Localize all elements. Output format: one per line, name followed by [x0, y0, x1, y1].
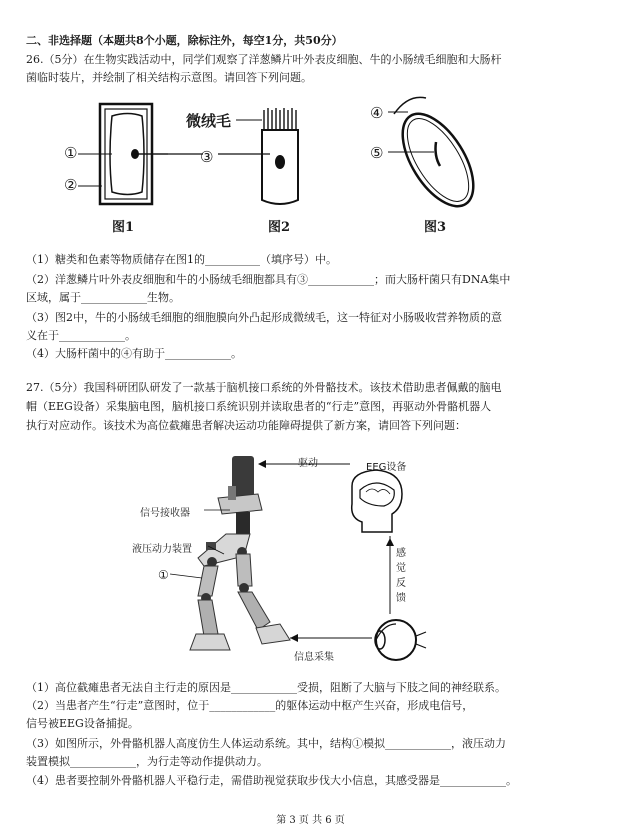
label-structure-1: ① [158, 568, 169, 582]
fig1-marker-1: ① [64, 144, 78, 162]
fig1-marker-2: ② [64, 176, 78, 194]
q26-sub4: （4）大肠杆菌中的④有助于____________。 [26, 347, 242, 360]
q27-stem-line1: 27.（5分）我国科研团队研发了一款基于脑机接口系统的外骨骼技术。该技术借助患者佩戴的脑电 [26, 381, 502, 394]
q27-sub2-line1: （2）当患者产生“行走”意图时，位于____________的躯体运动中枢产生兴奋，形成电信号， [26, 699, 474, 712]
q27-sub3-line2: 装置模拟____________，为行走等动作提供动力。 [26, 755, 268, 768]
fig2-villus-cell-diagram [236, 104, 306, 212]
label-sensory-feedback: 感觉反馈 [396, 548, 406, 604]
fig3-marker-4: ④ [370, 104, 384, 122]
q27-stem-line3: 执行对应动作。该技术为高位截瘫患者解决运动功能障碍提供了新方案，请回答下列问题： [26, 419, 466, 432]
fig2-caption: 图2 [268, 220, 291, 235]
fig3-marker-5: ⑤ [370, 144, 384, 162]
exoskeleton-diagram [140, 446, 430, 671]
fig-marker-3: ③ [200, 148, 214, 166]
fig1-caption: 图1 [112, 220, 135, 235]
q27-sub3-line1: （3）如图所示，外骨骼机器人高度仿生人体运动系统。其中，结构①模拟____________，液压动力 [26, 737, 506, 750]
connector-line [135, 150, 205, 160]
fig2-microvilli-label: 微绒毛 [186, 112, 232, 130]
q26-sub2-line2: 区域，属于____________生物。 [26, 291, 180, 304]
q26-sub2-line1: （2）洋葱鳞片叶外表皮细胞和牛的小肠绒毛细胞都具有③____________；而大肠杆菌只有DNA集中 [26, 273, 511, 286]
q26-sub1: （1）糖类和色素等物质储存在图1的__________（填序号）中。 [26, 253, 337, 266]
label-hydraulic-unit: 液压动力装置 [132, 544, 192, 555]
q26-stem-line2: 菌临时装片，并绘制了相关结构示意图。请回答下列问题。 [26, 71, 312, 84]
q26-stem-line1: 26.（5分）在生物实践活动中，同学们观察了洋葱鳞片叶外表皮细胞、牛的小肠绒毛细胞和大肠杆 [26, 53, 502, 66]
exoskeleton-figure [190, 456, 290, 650]
label-eeg-device: EEG设备 [366, 462, 407, 473]
fig3-bacterium-diagram [388, 92, 488, 216]
q26-sub3-line1: （3）图2中，牛的小肠绒毛细胞的细胞膜向外凸起形成微绒毛，这一特征对小肠吸收营养物质的意 [26, 311, 502, 324]
q27-stem-line2: 帽（EEG设备）采集脑电图，脑机接口系统识别并读取患者的“行走”意图，再驱动外骨骼机器人 [26, 400, 492, 413]
section-header: 二、非选择题（本题共8个小题，除标注外，每空1分，共50分） [26, 34, 343, 47]
label-info-collection: 信息采集 [294, 652, 334, 663]
q27-sub2-line2: 信号被EEG设备捕捉。 [26, 717, 139, 730]
page-footer: 第 3 页 共 6 页 [276, 815, 345, 826]
q26-sub3-line2: 义在于____________。 [26, 329, 136, 342]
label-signal-receiver: 信号接收器 [140, 508, 190, 519]
q27-sub4: （4）患者要控制外骨骼机器人平稳行走，需借助视觉获取步伐大小信息，其感受器是____________。 [26, 774, 517, 787]
label-drive: 驱动 [298, 458, 318, 469]
q27-sub1: （1）高位截瘫患者无法自主行走的原因是____________受损，阻断了大脑与下肢之间的神经联系。 [26, 681, 506, 694]
fig3-caption: 图3 [424, 220, 447, 235]
